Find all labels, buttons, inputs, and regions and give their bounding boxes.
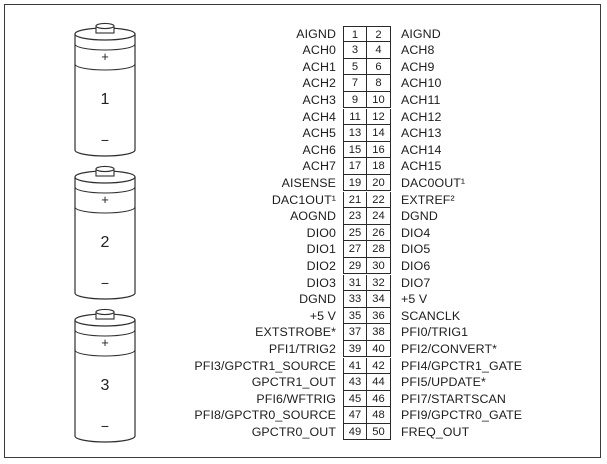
pin-number-even: 16	[367, 142, 391, 159]
pin-number-even: 20	[367, 175, 391, 192]
pin-row	[0, 75, 607, 92]
pin-signal-left: ACH1	[302, 59, 336, 74]
battery-plus-label: +	[101, 335, 109, 350]
pin-number-even: 10	[367, 92, 391, 109]
pin-row	[0, 59, 607, 76]
pin-number-even: 14	[367, 125, 391, 142]
pin-signal-right: ACH10	[401, 76, 442, 91]
pin-signal-right: DIO4	[401, 225, 431, 240]
pin-signal-left: ACH5	[302, 126, 336, 141]
pin-number-odd: 39	[343, 341, 367, 358]
pin-number-odd: 43	[343, 374, 367, 391]
pin-number-odd: 15	[343, 142, 367, 159]
pin-number-even: 32	[367, 275, 391, 292]
battery-number: 2	[100, 234, 110, 251]
pin-signal-right: ACH9	[401, 59, 435, 74]
pin-row	[0, 291, 607, 308]
pin-number-odd: 41	[343, 358, 367, 375]
pin-row	[0, 424, 607, 441]
pin-number-even: 38	[367, 324, 391, 341]
pin-number-even: 4	[367, 42, 391, 59]
pin-number-odd: 35	[343, 308, 367, 325]
pin-signal-right: PFI4/GPCTR1_GATE	[401, 358, 523, 373]
pin-row	[0, 125, 607, 142]
pin-signal-right: DAC0OUT¹	[401, 175, 466, 190]
pin-row	[0, 109, 607, 126]
pin-signal-left: ACH6	[302, 142, 336, 157]
pin-signal-right: +5 V	[401, 292, 428, 307]
pin-signal-left: PFI6/WFTRIG	[256, 391, 336, 406]
pin-number-even: 36	[367, 308, 391, 325]
pin-signal-left: PFI3/GPCTR1_SOURCE	[194, 358, 336, 373]
pin-signal-right: PFI2/CONVERT*	[401, 341, 498, 356]
battery-minus-label: −	[100, 275, 110, 291]
pin-signal-right: ACH11	[401, 92, 441, 107]
pin-row	[0, 208, 607, 225]
pin-number-odd: 29	[343, 258, 367, 275]
pin-row	[0, 42, 607, 59]
pin-signal-left: DIO1	[306, 242, 336, 257]
pin-number-odd: 47	[343, 407, 367, 424]
pin-signal-left: PFI8/GPCTR0_SOURCE	[194, 408, 336, 423]
pin-signal-left: GPCTR1_OUT	[251, 375, 336, 390]
pin-row	[0, 225, 607, 242]
pin-row	[0, 26, 607, 43]
pin-signal-right: EXTREF²	[401, 192, 455, 207]
pin-signal-right: DIO6	[401, 258, 431, 273]
pin-number-odd: 23	[343, 208, 367, 225]
pin-signal-left: GPCTR0_OUT	[251, 424, 336, 439]
pin-signal-right: PFI9/GPCTR0_GATE	[401, 408, 523, 423]
pin-signal-right: FREQ_OUT	[401, 424, 470, 439]
pin-signal-right: PFI0/TRIG1	[401, 325, 469, 340]
pin-number-even: 48	[367, 407, 391, 424]
pin-row	[0, 158, 607, 175]
pin-row	[0, 308, 607, 325]
pin-row	[0, 358, 607, 375]
pin-signal-right: DGND	[401, 209, 438, 224]
pin-number-even: 34	[367, 291, 391, 308]
pin-row	[0, 324, 607, 341]
pin-signal-left: ACH2	[302, 76, 336, 91]
pin-number-even: 44	[367, 374, 391, 391]
pin-row	[0, 175, 607, 192]
pin-number-odd: 31	[343, 275, 367, 292]
pin-number-even: 8	[367, 75, 391, 92]
pin-signal-right: AIGND	[401, 26, 441, 41]
pin-row	[0, 241, 607, 258]
pin-number-even: 50	[367, 424, 391, 441]
pin-signal-right: PFI7/STARTSCAN	[401, 391, 506, 406]
pin-number-even: 40	[367, 341, 391, 358]
pin-number-even: 28	[367, 241, 391, 258]
pin-number-odd: 37	[343, 324, 367, 341]
pin-row	[0, 258, 607, 275]
pin-signal-right: ACH13	[401, 126, 442, 141]
pin-number-even: 30	[367, 258, 391, 275]
pin-number-odd: 19	[343, 175, 367, 192]
pin-signal-left: DIO0	[306, 225, 336, 240]
pin-number-odd: 21	[343, 192, 367, 209]
battery-plus-label: +	[101, 49, 109, 64]
battery-minus-label: −	[100, 132, 110, 148]
pin-row	[0, 192, 607, 209]
pin-row	[0, 341, 607, 358]
pin-number-odd: 33	[343, 291, 367, 308]
pin-number-odd: 9	[343, 92, 367, 109]
pin-signal-left: ACH7	[302, 159, 336, 174]
pin-row	[0, 374, 607, 391]
pin-number-odd: 49	[343, 424, 367, 441]
pin-number-even: 22	[367, 192, 391, 209]
pin-number-odd: 7	[343, 75, 367, 92]
pin-signal-left: PFI1/TRIG2	[268, 341, 336, 356]
pin-signal-left: DIO3	[306, 275, 336, 290]
pin-signal-right: DIO5	[401, 242, 431, 257]
pin-number-even: 46	[367, 391, 391, 408]
pin-row	[0, 142, 607, 159]
pin-signal-left: ACH4	[302, 109, 336, 124]
pin-signal-left: ACH0	[302, 43, 336, 58]
pin-signal-right: DIO7	[401, 275, 431, 290]
battery-number: 3	[100, 377, 110, 394]
pin-row	[0, 92, 607, 109]
pin-number-even: 42	[367, 358, 391, 375]
pin-number-odd: 3	[343, 42, 367, 59]
pin-number-odd: 45	[343, 391, 367, 408]
pin-number-even: 6	[367, 59, 391, 76]
pin-row	[0, 275, 607, 292]
pin-signal-left: EXTSTROBE*	[255, 325, 336, 340]
pin-signal-left: ACH3	[302, 92, 336, 107]
pin-number-odd: 11	[343, 109, 367, 126]
battery-number: 1	[100, 91, 110, 108]
pin-signal-right: ACH12	[401, 109, 442, 124]
pin-signal-right: PFI5/UPDATE*	[401, 375, 486, 390]
pin-row	[0, 407, 607, 424]
pin-signal-left: DGND	[299, 292, 336, 307]
pin-number-odd: 13	[343, 125, 367, 142]
pin-signal-left: AISENSE	[281, 175, 336, 190]
pin-signal-right: SCANCLK	[401, 308, 461, 323]
pin-signal-left: AIGND	[296, 26, 336, 41]
pin-signal-right: ACH8	[401, 43, 435, 58]
pin-signal-left: DIO2	[306, 258, 336, 273]
pin-number-even: 2	[367, 26, 391, 43]
pin-number-even: 26	[367, 225, 391, 242]
pin-signal-left: AOGND	[290, 209, 336, 224]
pin-signal-left: DAC1OUT¹	[271, 192, 336, 207]
pin-number-even: 18	[367, 158, 391, 175]
battery-plus-label: +	[101, 192, 109, 207]
pin-number-even: 24	[367, 208, 391, 225]
pin-number-odd: 27	[343, 241, 367, 258]
pin-signal-right: ACH15	[401, 159, 442, 174]
pin-number-odd: 17	[343, 158, 367, 175]
pin-number-odd: 25	[343, 225, 367, 242]
pin-number-odd: 1	[343, 26, 367, 43]
pin-signal-left: +5 V	[309, 308, 336, 323]
pin-row	[0, 391, 607, 408]
pin-number-even: 12	[367, 109, 391, 126]
battery-minus-label: −	[100, 418, 110, 434]
pin-signal-right: ACH14	[401, 142, 442, 157]
pin-number-odd: 5	[343, 59, 367, 76]
